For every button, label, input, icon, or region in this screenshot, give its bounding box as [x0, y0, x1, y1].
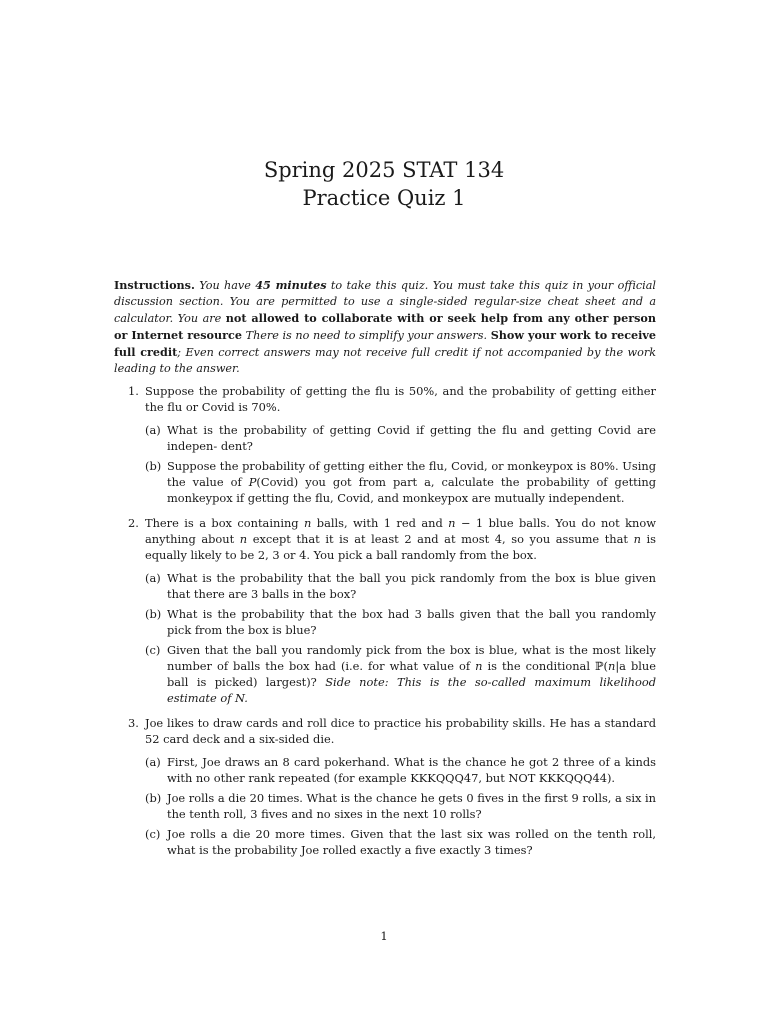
text-run: is the conditional ℙ( — [482, 659, 608, 673]
subquestion-text: What is the probability that the ball you pick randomly from the box is blue given that there are 3 balls in the box? — [167, 571, 656, 601]
subquestion-text: Joe rolls a die 20 times. What is the chance he gets 0 fives in the first 9 rolls, a six in the tenth roll, 3 fives and no sixes in the next 10 rolls? — [167, 791, 656, 821]
time-limit: 45 minutes — [255, 278, 327, 292]
text-run: − 1 blue balls. You do not know anything about — [145, 516, 657, 546]
subquestion-label: (a) — [145, 755, 161, 769]
math-symbol: n — [304, 516, 312, 530]
question-2 — [114, 515, 656, 706]
question-number: 1. — [128, 384, 139, 398]
subquestion-text: First, Joe draws an 8 card pokerhand. What is the chance he got 2 three of a kinds with no other rank repeated (for example KKKQQQ47, but NOT KKKQQQ44). — [167, 755, 656, 785]
math-symbol: P — [248, 475, 257, 489]
instructions-label: Instructions. — [114, 278, 195, 292]
subquestion-1a — [145, 422, 656, 454]
instructions-text-3: There is no need to simplify your answers. — [241, 329, 491, 342]
subquestion-text: What is the probability of getting Covid if getting the flu and getting Covid are indepen- dent? — [167, 423, 656, 453]
subquestion-list — [145, 422, 656, 506]
subquestion-label: (b) — [145, 791, 162, 805]
text-run: balls, with 1 red and — [311, 516, 449, 530]
instructions-text-2: to take this quiz. You must take this quiz in your official discussion section. You are permitted to use a single-sided regular-size cheat sheet and a calculator. You are — [114, 279, 657, 325]
text-run: is equally likely to be 2, 3 or 4. You pick a ball randomly from the box. — [145, 532, 656, 562]
instructions-paragraph — [114, 277, 656, 377]
subquestion-label: (b) — [145, 607, 162, 621]
text-run: Given that the ball you randomly pick from the box is blue, what is the most likely number of balls the box had (i.e. for what value of — [167, 643, 656, 673]
subquestion-text: What is the probability that the box had 3 balls given that the ball you randomly pick from the box is blue? — [167, 607, 656, 637]
question-1 — [114, 383, 656, 506]
math-symbol: n — [475, 659, 483, 673]
text-run: except that it is at least 2 and at most 4, so you assume that — [247, 532, 634, 546]
subquestion-text: Suppose the probability of getting either the flu, Covid, or monkeypox is 80%. Using the value of — [167, 459, 656, 489]
instructions-text-4: ; Even correct answers may not receive full credit if not accompanied by the work leading to the answer. — [114, 346, 656, 375]
math-symbol: n — [633, 532, 641, 546]
subquestion-3a — [145, 754, 656, 786]
subquestion-text: (Covid) you got from part a, calculate the probability of getting monkeypox if getting the flu, Covid, and monkeypox are mutually independent. — [167, 475, 656, 505]
subquestion-3b — [145, 790, 656, 822]
quiz-title: Practice Quiz 1 — [302, 186, 466, 210]
course-title: Spring 2025 STAT 134 — [263, 158, 505, 182]
subquestion-label: (c) — [145, 643, 161, 657]
side-note: Side note: This is the so-called maximum likelihood estimate of N. — [167, 675, 657, 705]
show-work-rule: Show your work to receive full credit — [114, 328, 657, 359]
subquestion-1b — [145, 458, 656, 506]
page-number: 1 — [380, 929, 388, 943]
math-symbol: n — [239, 532, 248, 546]
subquestion-2a — [145, 570, 656, 602]
question-text: Joe likes to draw cards and roll dice to practice his probability skills. He has a standard 52 card deck and a six-sided die. — [145, 716, 656, 746]
subquestion-2b — [145, 606, 656, 638]
subquestion-label: (c) — [145, 827, 161, 841]
text-run: |a blue ball is picked) largest)? — [167, 659, 656, 689]
collaboration-rule: not allowed to collaborate with or seek help from any other person or Internet resource — [114, 311, 656, 342]
subquestion-label: (a) — [145, 423, 161, 437]
subquestion-text: Joe rolls a die 20 more times. Given that the last six was rolled on the tenth roll, what is the probability Joe rolled exactly a five exactly 3 times? — [167, 827, 656, 857]
math-symbol: n — [448, 516, 456, 530]
subquestion-list — [145, 570, 656, 706]
question-number: 2. — [128, 516, 139, 530]
subquestion-list — [145, 754, 656, 858]
subquestion-2c — [145, 642, 656, 706]
text-run: There is a box containing — [145, 516, 305, 530]
math-symbol: n — [608, 659, 616, 673]
instructions-text-1: You have — [199, 279, 256, 292]
question-text: Suppose the probability of getting the flu is 50%, and the probability of getting either the flu or Covid is 70%. — [145, 384, 656, 414]
question-text — [145, 515, 656, 563]
question-list — [114, 383, 656, 862]
question-number: 3. — [128, 716, 139, 730]
subquestion-label: (a) — [145, 571, 161, 585]
subquestion-label: (b) — [145, 459, 162, 473]
question-3 — [114, 715, 656, 858]
subquestion-3c — [145, 826, 656, 858]
